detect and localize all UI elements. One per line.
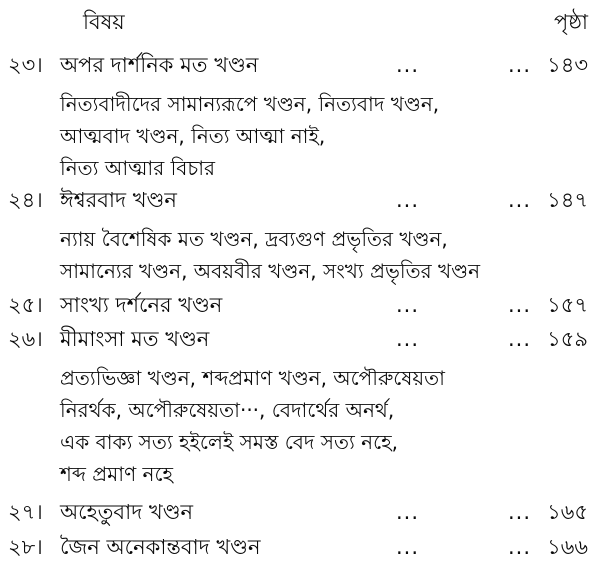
leader-dots: ... [508,500,532,524]
entry-page-number: ১৬৫ [547,500,588,524]
entry-page-number: ১৬৬ [547,535,588,559]
entry-title: মীমাংসা মত খণ্ডন [60,327,210,351]
leader-dots: ... [508,188,532,212]
leader-dots: ... [396,293,420,317]
leader-dots: ... [396,53,420,77]
leader-dots: ... [508,327,532,351]
toc-entry-24 [0,185,600,215]
leader-dots: ... [396,188,420,212]
entry-subtopic: নিত্য আত্মার বিচার [60,156,216,180]
leader-dots: ... [508,53,532,77]
entry-number: ২৬। [8,327,43,351]
entry-subtopic: সামান্যের খণ্ডন, অবয়বীর খণ্ডন, সংখ্য প্রভৃতির খণ্ডন [60,259,481,283]
leader-dots: ... [396,535,420,559]
entry-subtopic: নিরর্থক, অপৌরুষেয়তা···, বেদার্থের অনর্থ, [60,398,395,422]
toc-entry-23 [0,50,600,80]
entry-number: ২৮। [8,535,43,559]
entry-page-number: ১৫৭ [547,293,588,317]
subject-column-header: বিষয় [83,10,125,34]
entry-subtopic: প্রত্যভিজ্ঞা খণ্ডন, শব্দপ্রমাণ খণ্ডন, অপৌরুষেয়তা [60,366,445,390]
leader-dots: ... [396,327,420,351]
entry-number: ২৩। [8,53,43,77]
entry-number: ২৭। [8,500,43,524]
entry-page-number: ১৪৭ [547,188,588,212]
toc-entry-26 [0,324,600,354]
entry-page-number: ১৫৯ [547,327,588,351]
entry-page-number: ১৪৩ [547,53,588,77]
entry-title: অপর দার্শনিক মত খণ্ডন [60,53,259,77]
entry-title: সাংখ্য দর্শনের খণ্ডন [60,293,223,317]
entry-number: ২৪। [8,188,43,212]
leader-dots: ... [508,293,532,317]
entry-title: ঈশ্বরবাদ খণ্ডন [60,188,177,212]
entry-number: ২৫। [8,293,43,317]
leader-dots: ... [396,500,420,524]
entry-subtopic: আত্মবাদ খণ্ডন, নিত্য আত্মা নাই, [60,124,326,148]
page-column-header: পৃষ্ঠা [553,10,588,34]
entry-title: জৈন অনেকান্তবাদ খণ্ডন [60,535,261,559]
entry-subtopic: এক বাক্য সত্য হইলেই সমস্ত বেদ সত্য নহে, [60,430,399,454]
entry-subtopic: নিত্যবাদীদের সামান্যরূপে খণ্ডন, নিত্যবাদ খণ্ডন, [60,92,440,116]
entry-title: অহেতুবাদ খণ্ডন [60,500,194,524]
entry-subtopic: শব্দ প্রমাণ নহে [60,462,174,486]
leader-dots: ... [508,535,532,559]
toc-entry-25 [0,290,600,320]
entry-subtopic: ন্যায় বৈশেষিক মত খণ্ডন, দ্রব্যগুণ প্রভৃতির খণ্ডন, [60,227,448,251]
toc-entry-28 [0,532,600,562]
toc-entry-27 [0,497,600,527]
